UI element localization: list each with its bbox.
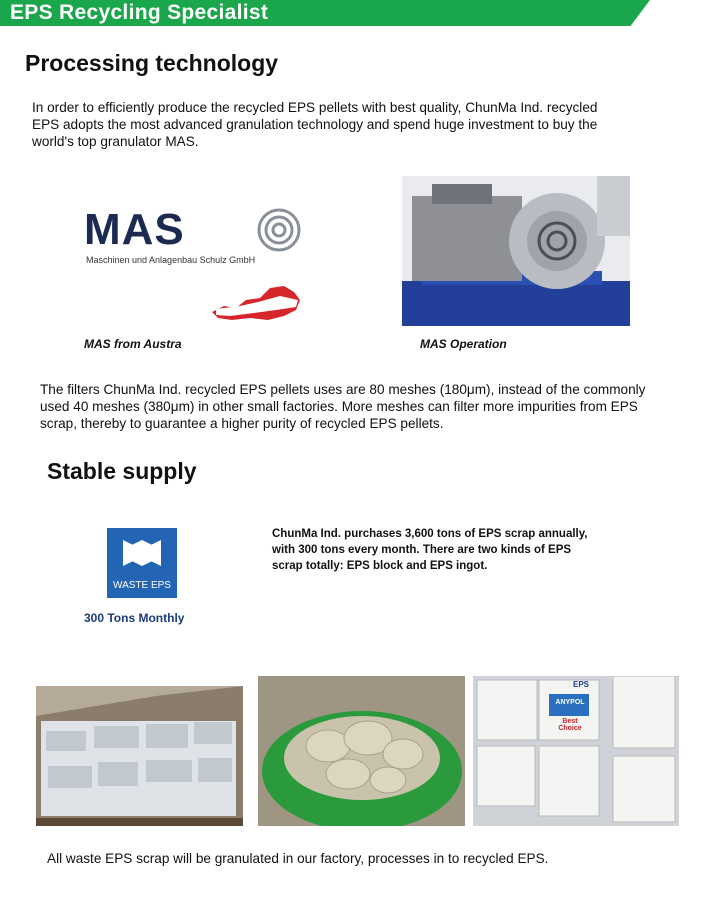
mas-machine-photo: [402, 176, 630, 326]
mas-logo-rings-icon: [256, 207, 302, 253]
section-heading-supply: Stable supply: [47, 458, 197, 484]
machine-illustration: [402, 176, 630, 326]
waste-eps-icon: [107, 528, 177, 598]
eps-ingots-bag-photo: [258, 676, 465, 826]
intro-paragraph: In order to efficiently produce the recycled EPS pellets with best quality, ChunMa Ind. recycled EPS adopts the most advanced granulation technology and spend huge investment to buy the world's top granulator MAS.: [32, 100, 598, 149]
waste-eps-block-shape: [123, 540, 161, 566]
bag-label-eps: EPS: [573, 680, 590, 689]
bag-label-brand: ANYPOL: [555, 699, 585, 706]
eps-bags-photo: [473, 676, 679, 826]
eps-ingots-illustration: [258, 676, 465, 826]
mas-logo-subtitle: Maschinen und Anlagenbau Schulz GmbH: [86, 255, 256, 265]
banner-title: EPS Recycling Specialist: [10, 1, 269, 24]
bag-label-tagline: Best Choice: [558, 718, 582, 732]
waste-eps-label: WASTE EPS: [113, 580, 171, 591]
supply-description: ChunMa Ind. purchases 3,600 tons of EPS scrap annually, with 300 tons every month. There are two kinds of EPS scrap totally: EPS block and EPS ingot.: [272, 528, 588, 572]
caption-mas-operation: MAS Operation: [420, 337, 507, 351]
mas-logo-text: MAS: [84, 205, 185, 254]
filters-paragraph: The filters ChunMa Ind. recycled EPS pellets uses are 80 meshes (180μm), instead of the commonly used 40 meshes (380μm) in other small factories. More meshes can filter more impurities from EPS scrap, thereby to guarantee a higher purity of recycled EPS pellets.: [40, 382, 646, 431]
eps-blocks-illustration: [36, 686, 243, 826]
section-heading-processing: Processing technology: [25, 50, 279, 76]
monthly-tons-label: 300 Tons Monthly: [84, 611, 185, 625]
eps-blocks-photo: [36, 686, 243, 826]
caption-mas-austria: MAS from Austra: [84, 337, 182, 351]
austria-map-icon: [210, 282, 302, 324]
footer-paragraph: All waste EPS scrap will be granulated in our factory, processes in to recycled EPS.: [47, 851, 549, 866]
